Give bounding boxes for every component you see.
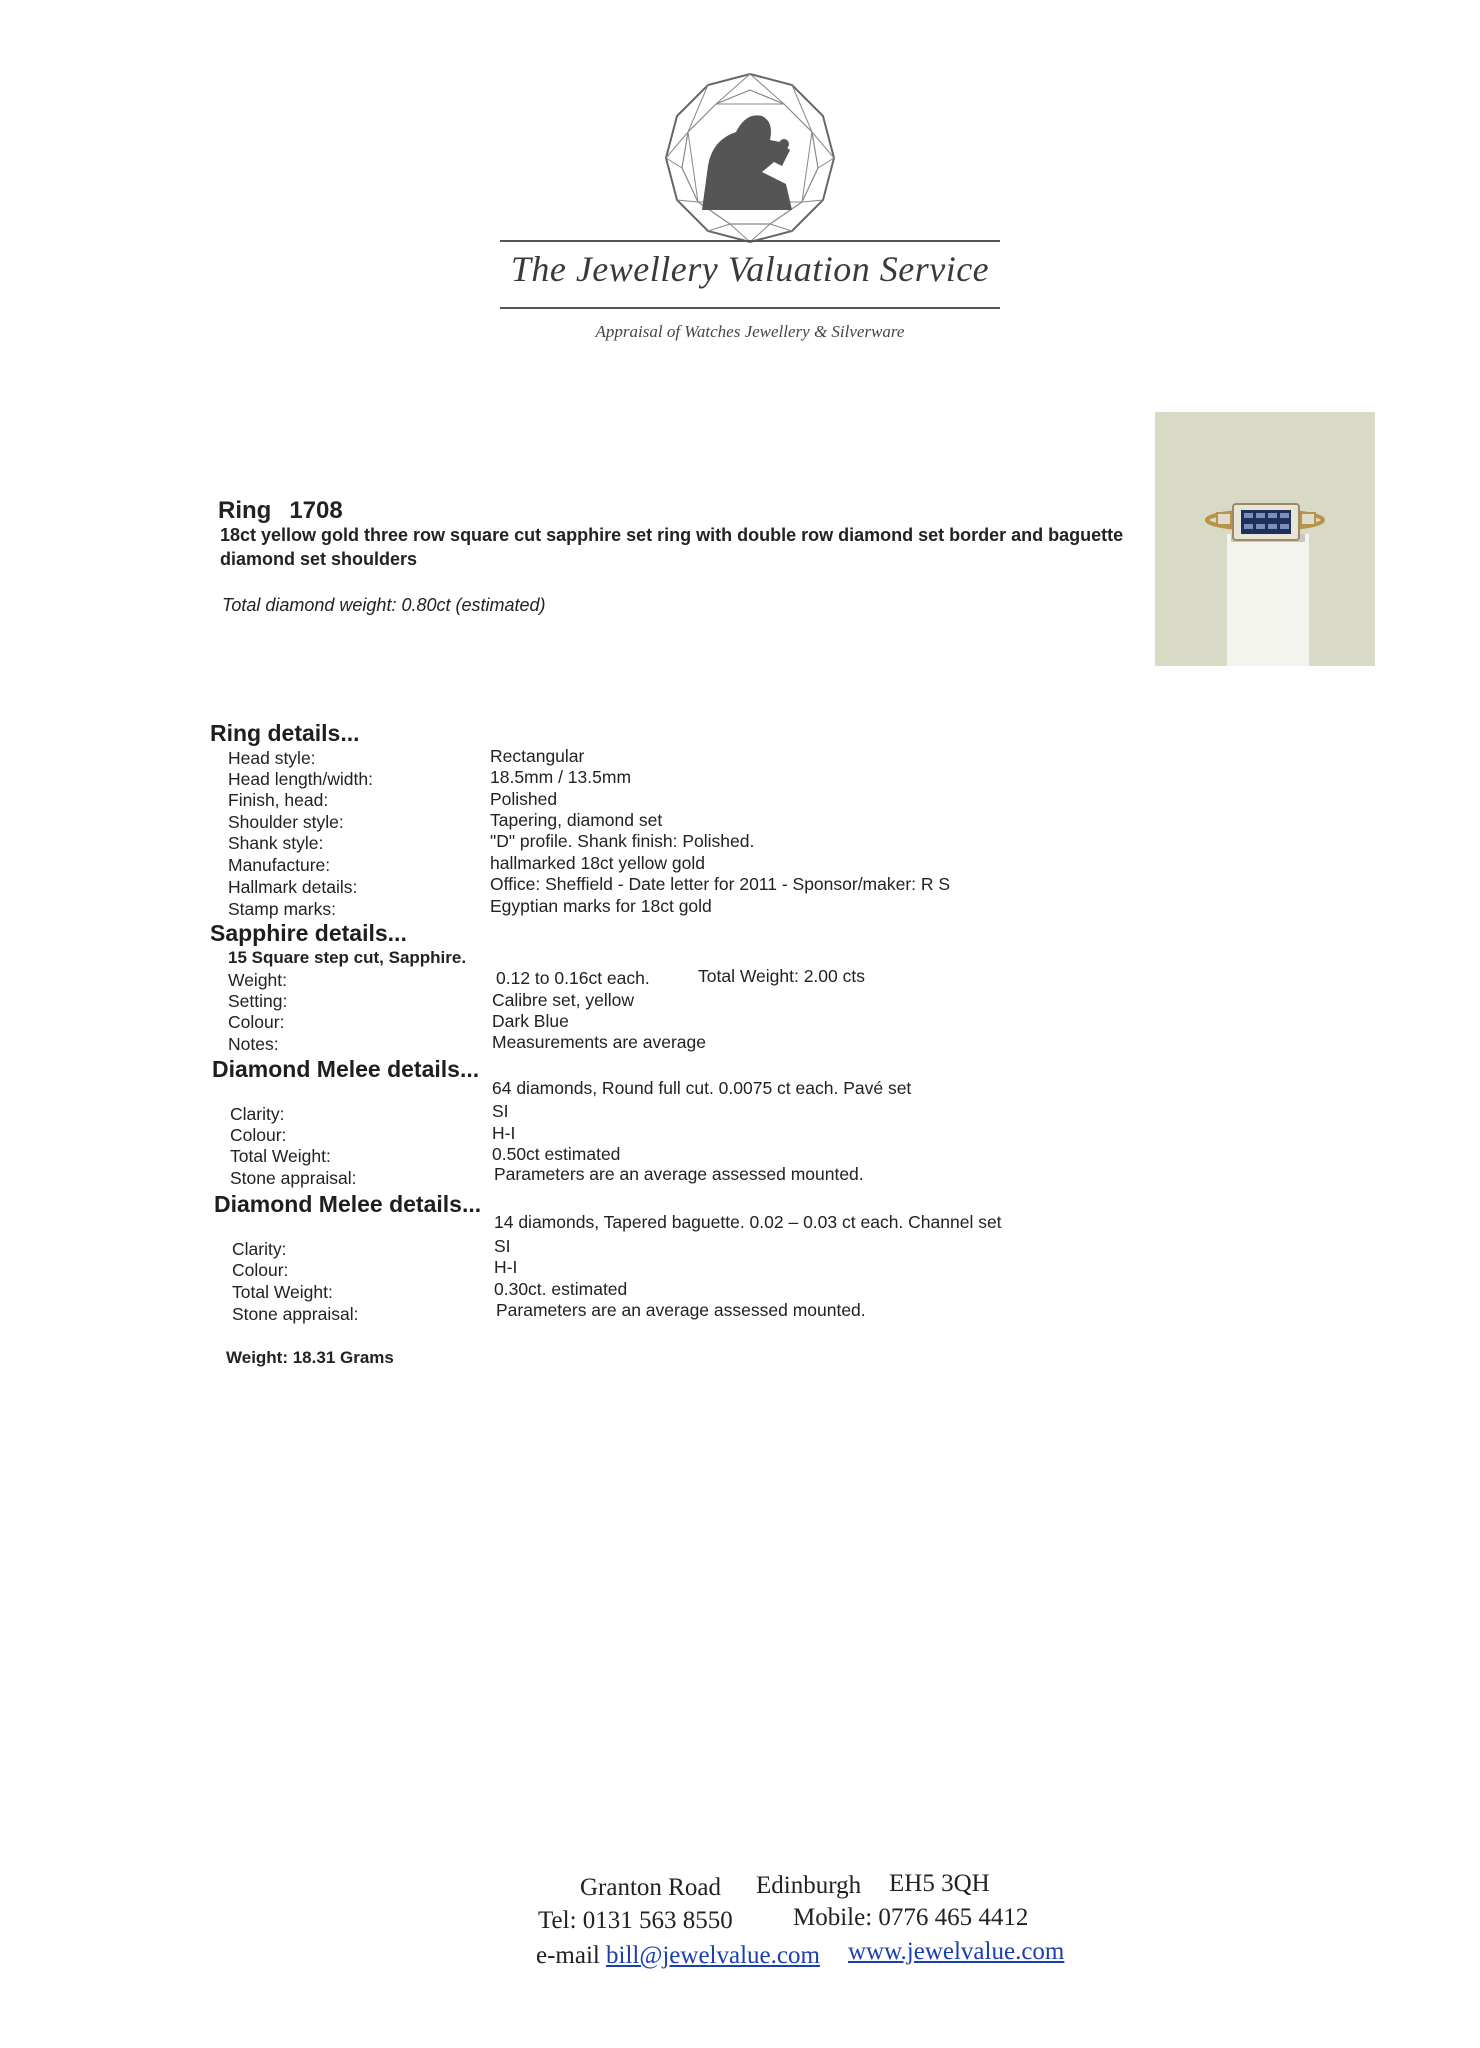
sapphire-summary: 15 Square step cut, Sapphire. — [228, 948, 467, 967]
ring-row-value: Rectangular — [490, 746, 585, 766]
melee-1-row-label: Colour: — [230, 1125, 287, 1145]
melee-2-row-label: Stone appraisal: — [232, 1304, 359, 1324]
ring-row-label: Manufacture: — [228, 855, 331, 875]
item-description: 18ct yellow gold three row square cut sapphire set ring with double row diamond set border and baguette diamond set shoulders — [220, 525, 1124, 569]
sapphire-row-value: 0.12 to 0.16ct each. — [496, 968, 650, 988]
footer-email-label: e-mail — [536, 1942, 600, 1969]
company-logo — [662, 70, 838, 246]
melee-1-heading: Diamond Melee details... — [212, 1056, 480, 1082]
melee-1-row-label: Total Weight: — [230, 1146, 331, 1166]
item-title — [218, 497, 361, 525]
ring-row-label: Stamp marks: — [228, 899, 336, 919]
sapphire-details-heading: Sapphire details... — [210, 920, 407, 946]
melee-1-row-value: 0.50ct estimated — [492, 1144, 621, 1164]
melee-2-heading: Diamond Melee details... — [214, 1191, 482, 1217]
ring-row-label: Head style: — [228, 748, 316, 768]
footer-street: Granton Road — [580, 1874, 721, 1901]
ring-row-label: Hallmark details: — [228, 877, 358, 897]
melee-1-row-value: H-I — [492, 1123, 516, 1143]
footer-mobile: Mobile: 0776 465 4412 — [793, 1904, 1029, 1931]
melee-2-row-value: 0.30ct. estimated — [494, 1279, 628, 1299]
sapphire-row-value: Calibre set, yellow — [492, 990, 634, 1010]
melee-2-row-value: SI — [494, 1236, 511, 1256]
melee-1-row-value: Parameters are an average assessed mounted. — [494, 1164, 864, 1184]
total-item-weight: Weight: 18.31 Grams — [226, 1348, 394, 1367]
ring-row-value: hallmarked 18ct yellow gold — [490, 853, 705, 873]
company-name: The Jewellery Valuation Service — [510, 249, 990, 289]
estimated-diamond-weight: Total diamond weight: 0.80ct (estimated) — [222, 595, 546, 615]
ring-row-label: Shoulder style: — [228, 812, 344, 832]
melee-2-row-value: Parameters are an average assessed mounted. — [496, 1300, 866, 1320]
ring-row-value: Egyptian marks for 18ct gold — [490, 896, 712, 916]
ring-row-value: 18.5mm / 13.5mm — [490, 767, 632, 787]
sapphire-row-label: Notes: — [228, 1034, 279, 1054]
melee-1-row-value: SI — [492, 1101, 509, 1121]
melee-2-row-label: Total Weight: — [232, 1282, 333, 1302]
ring-image-icon — [1155, 412, 1375, 666]
melee-1-row-label: Stone appraisal: — [230, 1168, 357, 1188]
ring-row-label: Head length/width: — [228, 769, 373, 789]
tagline: Appraisal of Watches Jewellery & Silverware — [595, 322, 905, 341]
melee-2-summary: 14 diamonds, Tapered baguette. 0.02 – 0.03 ct each. Channel set — [494, 1212, 1002, 1232]
header-rule-top — [500, 240, 1000, 242]
sapphire-row-value: Measurements are average — [492, 1032, 706, 1052]
ring-row-value: Office: Sheffield - Date letter for 2011 - Sponsor/maker: R S — [490, 874, 951, 894]
diamond-jeweller-icon — [662, 70, 838, 246]
sapphire-row-label: Weight: — [228, 970, 288, 990]
footer-postcode: EH5 3QH — [889, 1870, 990, 1897]
ring-row-value: "D" profile. Shank finish: Polished. — [490, 831, 755, 851]
ring-row-value: Tapering, diamond set — [490, 810, 663, 830]
melee-2-row-label: Clarity: — [232, 1239, 287, 1259]
melee-2-row-label: Colour: — [232, 1260, 289, 1280]
footer-tel: Tel: 0131 563 8550 — [538, 1907, 733, 1934]
sapphire-row-label: Setting: — [228, 991, 288, 1011]
item-type: Ring — [218, 497, 272, 524]
footer-city: Edinburgh — [756, 1872, 862, 1899]
ring-row-label: Shank style: — [228, 833, 324, 853]
melee-2-row-value: H-I — [494, 1257, 518, 1277]
sapphire-row-value: Dark Blue — [492, 1011, 569, 1031]
melee-1-summary: 64 diamonds, Round full cut. 0.0075 ct each. Pavé set — [492, 1078, 912, 1098]
footer-website-link[interactable]: www.jewelvalue.com — [848, 1938, 1065, 1965]
ring-row-label: Finish, head: — [228, 790, 329, 810]
ring-photo — [1155, 412, 1375, 666]
sapphire-total-weight: Total Weight: 2.00 cts — [698, 966, 865, 986]
ring-row-value: Polished — [490, 789, 558, 809]
item-number: 1708 — [289, 497, 343, 524]
sapphire-row-label: Colour: — [228, 1012, 285, 1032]
ring-details-heading: Ring details... — [210, 720, 360, 746]
footer-email-link[interactable]: bill@jewelvalue.com — [606, 1942, 820, 1969]
melee-1-row-label: Clarity: — [230, 1104, 285, 1124]
header-rule-bottom — [500, 307, 1000, 309]
